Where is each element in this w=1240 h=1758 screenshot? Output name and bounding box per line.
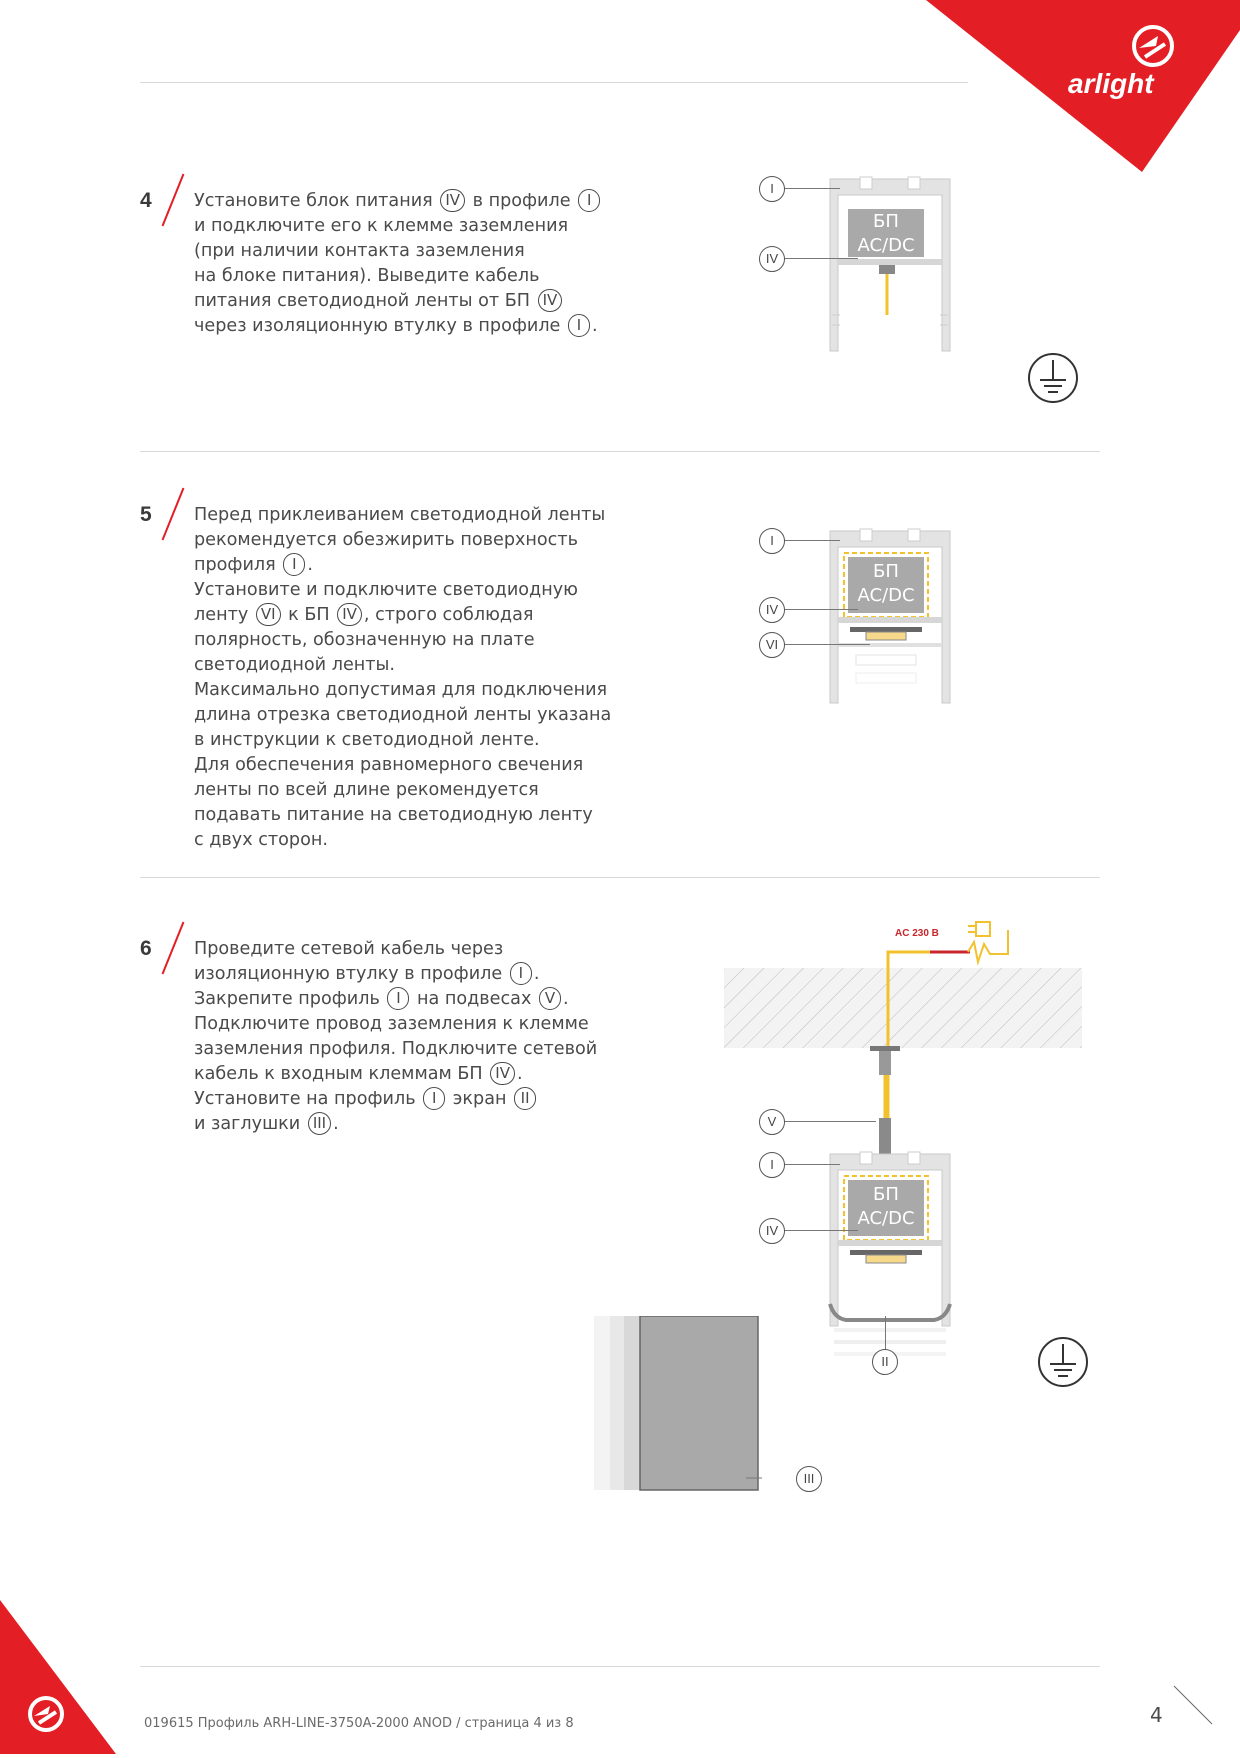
step-text-line xyxy=(194,728,611,753)
psu-label-line: БП xyxy=(873,211,899,232)
callout-leader xyxy=(784,540,840,541)
psu-label-line: AC/DC xyxy=(857,235,915,256)
text-run: . xyxy=(562,989,569,1009)
text-run: на блоке питания). Выведите кабель xyxy=(194,266,540,286)
text-run: . xyxy=(533,964,540,984)
text-run: длина отрезка светодиодной ленты указана xyxy=(194,705,612,725)
text-run: рекомендуется обезжирить поверхность xyxy=(194,530,578,550)
step-text-line xyxy=(194,753,611,778)
footer-text: 019615 Профиль ARH-LINE-3750A-2000 ANOD / страница 4 из 8 xyxy=(144,1716,574,1731)
step-text-line xyxy=(194,189,602,214)
step-text-line xyxy=(194,937,597,962)
psu-label xyxy=(848,1183,924,1231)
step-6-text xyxy=(194,937,597,1137)
step-text-line xyxy=(194,1037,597,1062)
text-run: . xyxy=(333,1114,339,1134)
brand-logo: arlight xyxy=(1068,68,1154,99)
step-text-line xyxy=(194,987,597,1012)
step-slash xyxy=(162,922,185,975)
text-run: и заглушки xyxy=(194,1114,306,1134)
step-text-line xyxy=(194,1112,597,1137)
page-corner-line xyxy=(1172,1684,1216,1732)
part-ref-marker: IV xyxy=(337,603,362,626)
text-run: профиля xyxy=(194,555,282,575)
part-ref-marker: IV xyxy=(490,1062,515,1085)
psu-label xyxy=(848,560,924,608)
text-run: . xyxy=(591,316,598,336)
part-ref-marker: I xyxy=(578,189,600,212)
callout-leader xyxy=(784,1164,840,1165)
callout-I: I xyxy=(759,528,785,554)
step-text-line xyxy=(194,314,602,339)
step-number: 4 xyxy=(140,189,152,212)
callout-leader xyxy=(885,1316,886,1350)
callout-IV: IV xyxy=(759,1218,785,1244)
part-ref-marker: IV xyxy=(538,289,563,312)
text-run: Установите и подключите светодиодную xyxy=(194,580,578,600)
step-text-line xyxy=(194,678,611,703)
text-run: через изоляционную втулку в профиле xyxy=(194,316,566,336)
callout-leader xyxy=(784,188,840,189)
text-run: . xyxy=(307,555,313,575)
text-run: ленты по всей длине рекомендуется xyxy=(194,780,539,800)
step-text-line xyxy=(194,962,597,987)
end-cap xyxy=(594,1316,762,1496)
callout-IV: IV xyxy=(759,597,785,623)
text-run: питания светодиодной ленты от БП xyxy=(194,291,536,311)
step-text-line xyxy=(194,578,611,603)
step-text-line xyxy=(194,289,602,314)
step-text-line xyxy=(194,528,611,553)
top-rule xyxy=(140,82,968,83)
text-run: к БП xyxy=(282,605,336,625)
step-text-line xyxy=(194,503,611,528)
step-slash xyxy=(162,488,185,541)
part-ref-marker: I xyxy=(387,987,409,1010)
ground-icon xyxy=(1027,352,1079,408)
callout-IV: IV xyxy=(759,246,785,272)
text-run: светодиодной ленты. xyxy=(194,655,396,675)
step-text-line xyxy=(194,803,611,828)
text-run: изоляционную втулку в профиле xyxy=(194,964,508,984)
text-run: ленту xyxy=(194,605,254,625)
text-run: (при наличии контакта заземления xyxy=(194,241,525,261)
footer-rule xyxy=(140,1666,1100,1667)
callout-III: III xyxy=(796,1466,822,1492)
text-run: Максимально допустимая для подключения xyxy=(194,680,608,700)
step-number: 6 xyxy=(140,937,152,960)
callout-leader xyxy=(784,1121,876,1122)
text-run: в инструкции к светодиодной ленте. xyxy=(194,730,540,750)
text-run: , строго соблюдая xyxy=(363,605,534,625)
step-text-line xyxy=(194,1012,597,1037)
step-text-line xyxy=(194,628,611,653)
psu-label-line: БП xyxy=(873,561,899,582)
part-ref-marker: I xyxy=(283,553,305,576)
step-text-line xyxy=(194,239,602,264)
step-text-line xyxy=(194,603,611,628)
text-run: на подвесах xyxy=(411,989,537,1009)
step-text-line xyxy=(194,828,611,853)
part-ref-marker: V xyxy=(539,987,561,1010)
text-run: . xyxy=(516,1064,523,1084)
section-divider xyxy=(140,877,1100,878)
callout-leader xyxy=(784,258,858,259)
part-ref-marker: VI xyxy=(256,603,281,626)
callout-I: I xyxy=(759,1152,785,1178)
profile-diagram-step-4 xyxy=(820,175,960,359)
text-run: Закрепите профиль xyxy=(194,989,386,1009)
step-text-line xyxy=(194,214,602,239)
part-ref-marker: III xyxy=(308,1112,331,1135)
text-run: подавать питание на светодиодную ленту xyxy=(194,805,593,825)
callout-leader xyxy=(784,1230,858,1231)
psu-label xyxy=(848,210,924,258)
step-number: 5 xyxy=(140,503,152,526)
callout-I: I xyxy=(759,176,785,202)
psu-label-line: БП xyxy=(873,1184,899,1205)
psu-label-line: AC/DC xyxy=(857,1208,915,1229)
step-4-text xyxy=(194,189,602,339)
text-run: Перед приклеиванием светодиодной ленты xyxy=(194,505,606,525)
callout-V: V xyxy=(759,1109,785,1135)
part-ref-marker: I xyxy=(568,314,590,337)
text-run: полярность, обозначенную на плате xyxy=(194,630,535,650)
brand-corner-bottom xyxy=(0,1600,130,1754)
psu-label-line: AC/DC xyxy=(857,585,915,606)
step-slash xyxy=(162,174,185,227)
text-run: Установите на профиль xyxy=(194,1089,422,1109)
ground-icon xyxy=(1037,1336,1089,1392)
voltage-label: AC 230 В xyxy=(895,928,939,939)
step-text-line xyxy=(194,778,611,803)
step-text-line xyxy=(194,653,611,678)
profile-diagram-step-5 xyxy=(820,527,960,711)
text-run: Для обеспечения равномерного свечения xyxy=(194,755,584,775)
text-run: и подключите его к клемме заземления xyxy=(194,216,569,236)
part-ref-marker: IV xyxy=(440,189,465,212)
step-text-line xyxy=(194,703,611,728)
text-run: Проведите сетевой кабель через xyxy=(194,939,504,959)
step-text-line xyxy=(194,1062,597,1087)
text-run: Подключите провод заземления к клемме xyxy=(194,1014,589,1034)
step-text-line xyxy=(194,1087,597,1112)
page-number: 4 xyxy=(1150,1703,1163,1727)
text-run: в профиле xyxy=(467,191,577,211)
text-run: Установите блок питания xyxy=(194,191,439,211)
part-ref-marker: I xyxy=(423,1087,445,1110)
step-5-text xyxy=(194,503,611,853)
text-run: экран xyxy=(447,1089,513,1109)
callout-leader xyxy=(784,644,870,645)
text-run: кабель к входным клеммам БП xyxy=(194,1064,489,1084)
callout-II: II xyxy=(872,1349,898,1375)
text-run: с двух сторон. xyxy=(194,830,328,850)
part-ref-marker: II xyxy=(514,1087,536,1110)
part-ref-marker: I xyxy=(510,962,532,985)
text-run: заземления профиля. Подключите сетевой xyxy=(194,1039,598,1059)
section-divider xyxy=(140,451,1100,452)
callout-VI: VI xyxy=(759,632,785,658)
step-text-line xyxy=(194,264,602,289)
callout-leader xyxy=(784,609,858,610)
step-text-line xyxy=(194,553,611,578)
